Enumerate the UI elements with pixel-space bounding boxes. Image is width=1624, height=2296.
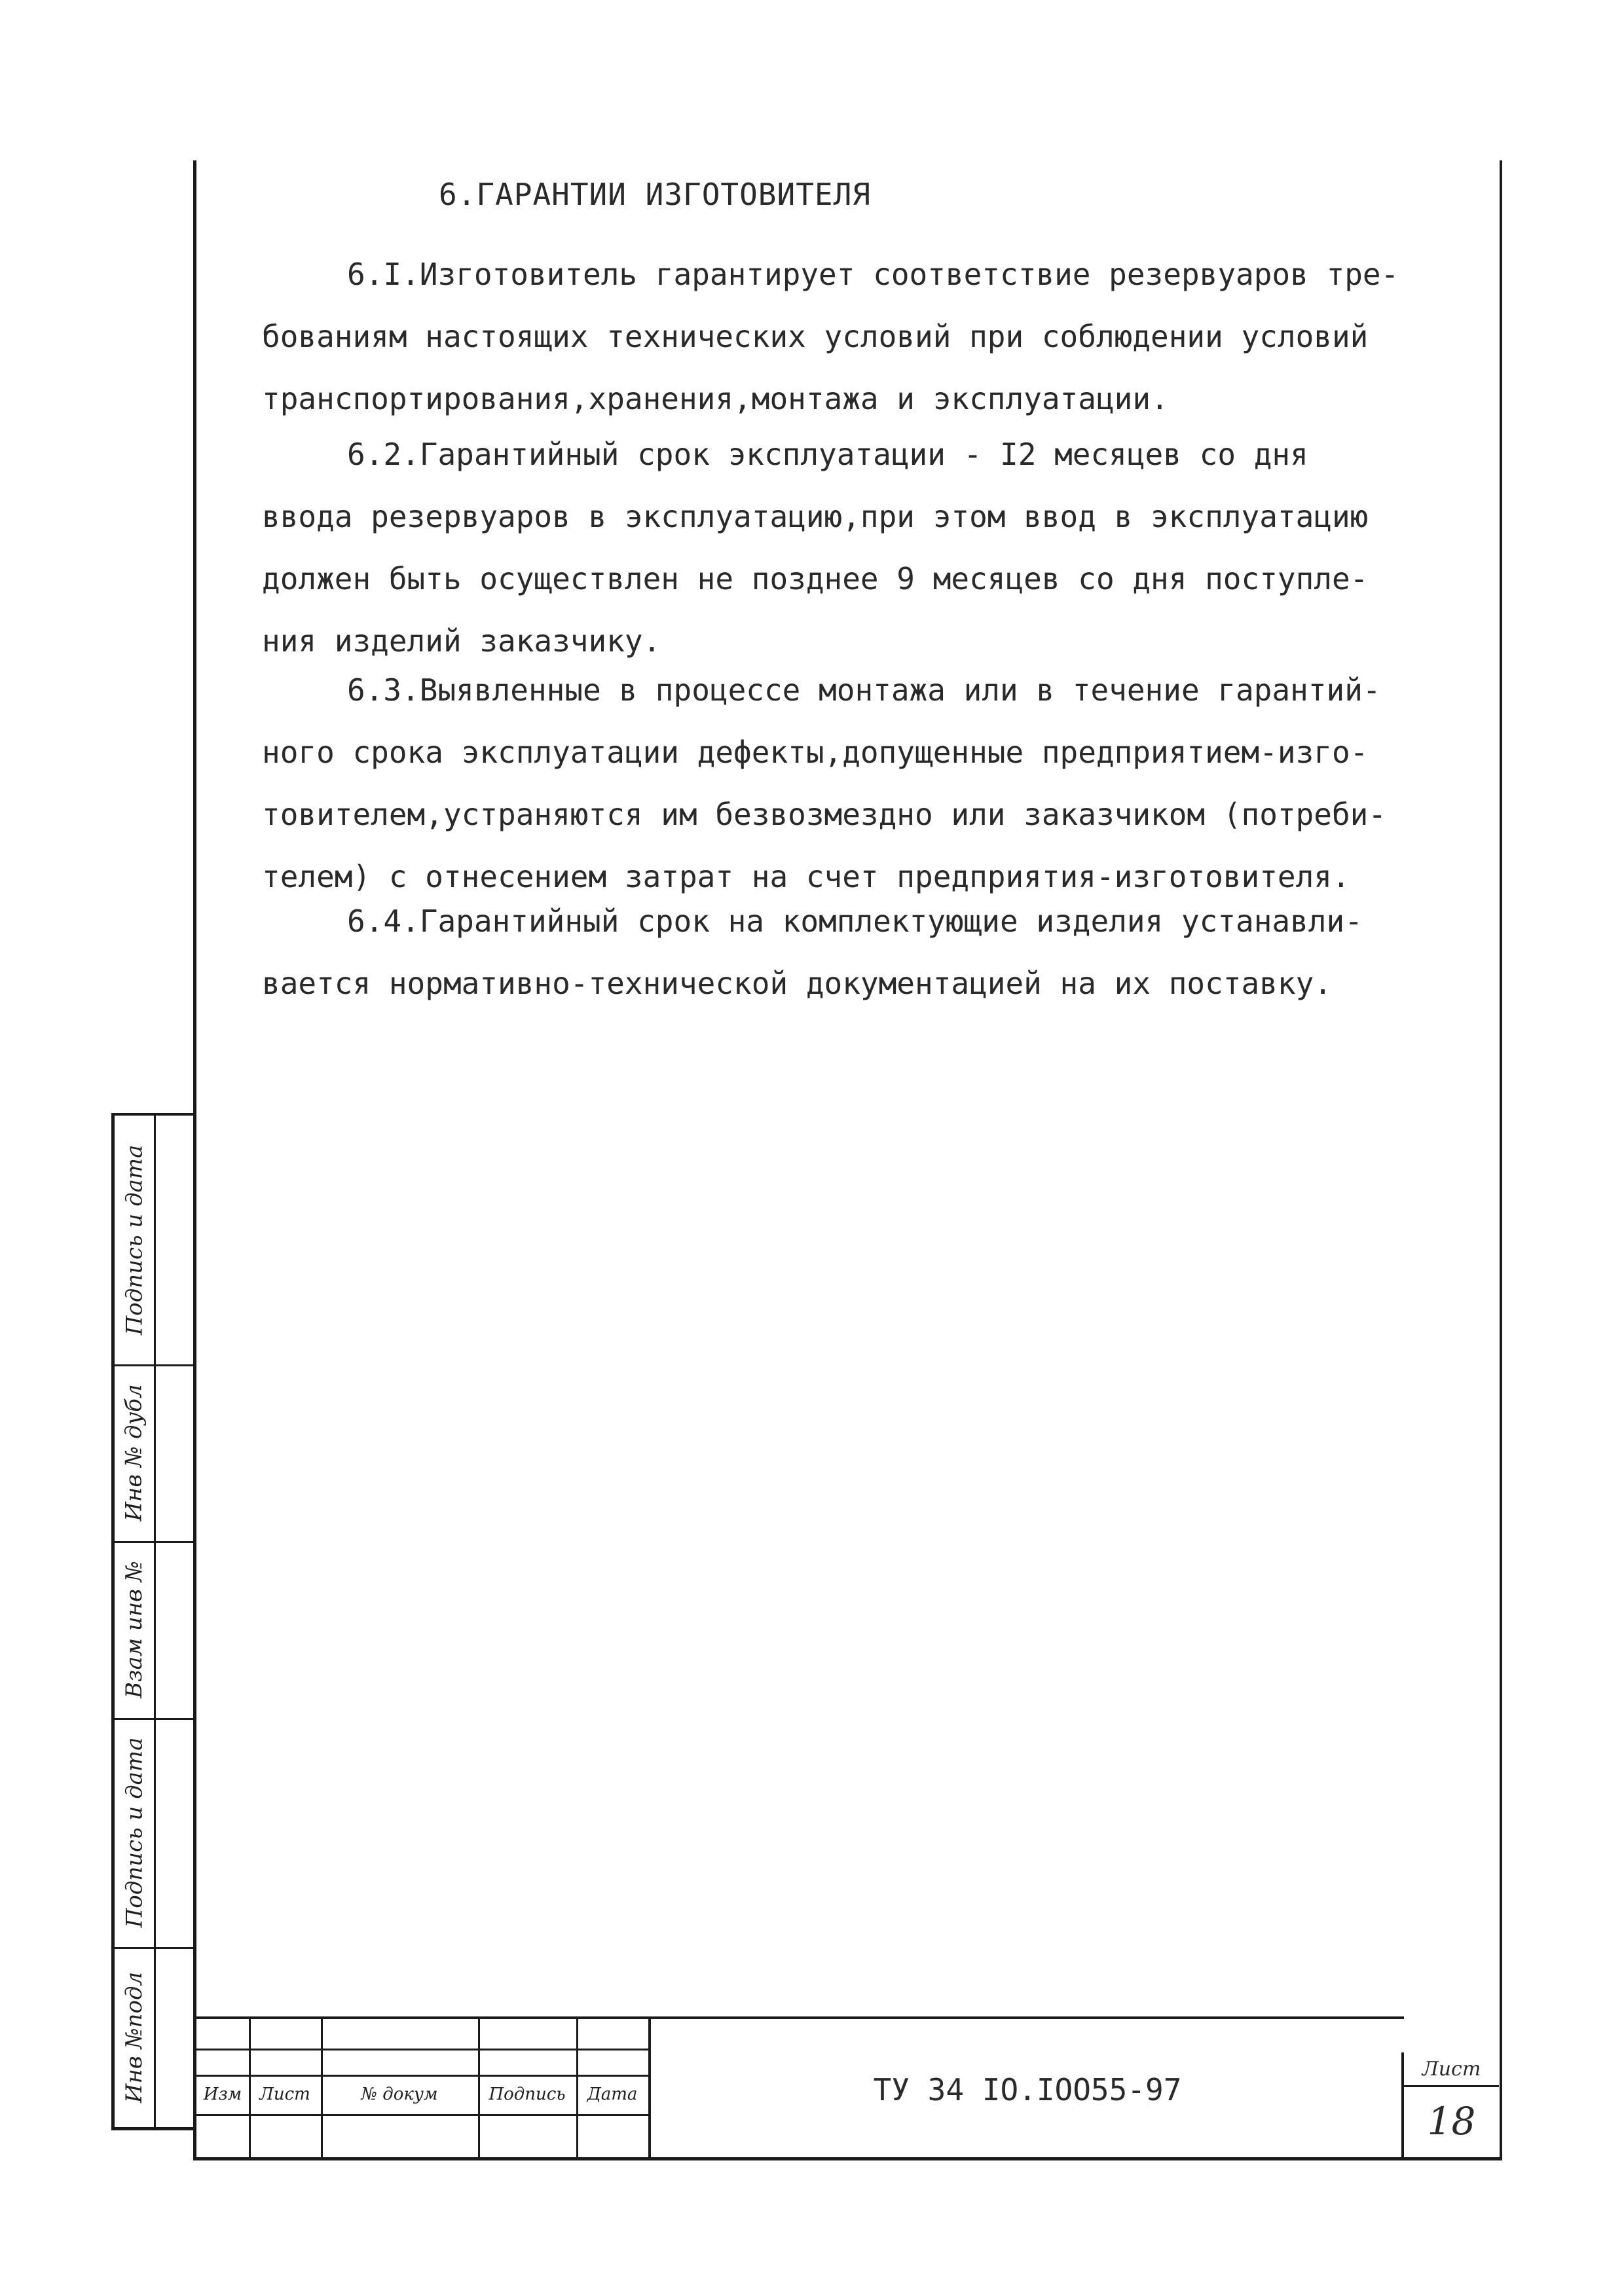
text-line: ния изделий заказчику. (262, 623, 661, 659)
paragraph-6-2 (262, 424, 1414, 672)
paragraph-6-1 (262, 244, 1414, 430)
title-block (196, 2016, 1496, 2157)
paragraph-6-4 (262, 890, 1414, 1015)
text-line: 6.3.Выявленные в процессе монтажа или в течение гарантий- (347, 672, 1381, 708)
text-line: ввода резервуаров в эксплуатацию,при этом ввод в эксплуатацию (262, 499, 1369, 534)
text-line: 6.I.Изготовитель гарантирует соответствие резервуаров тре- (347, 257, 1399, 292)
col-list: Лист (259, 2085, 310, 2104)
col-dokum: № докум (361, 2085, 438, 2104)
sheet-box (1401, 2052, 1499, 2157)
sheet-number: 18 (1427, 2099, 1476, 2143)
side-label-vzam-inv: Взам инв № (121, 1561, 147, 1698)
text-line: должен быть осуществлен не позднее 9 месяцев со дня поступле- (262, 561, 1369, 596)
sheet-label: Лист (1404, 2052, 1499, 2087)
col-data: Дата (587, 2085, 638, 2104)
col-podpis: Подпись (489, 2085, 566, 2104)
text-line: товителем,устраняются им безвозмездно или заказчиком (потреби- (262, 797, 1387, 832)
side-label-inv-dubl: Инв № дубл (121, 1384, 148, 1522)
text-line: транспортирования,хранения,монтажа и эксплуатации. (262, 381, 1169, 416)
text-line: вается нормативно-технической документацией на их поставку. (262, 966, 1332, 1001)
text-line: 6.2.Гарантийный срок эксплуатации - I2 месяцев со дня (347, 437, 1308, 472)
side-label-inv-podl: Инв №подл (121, 1971, 148, 2103)
paragraph-6-3 (262, 659, 1414, 908)
text-line: бованиям настоящих технических условий при соблюдении условий (262, 319, 1369, 354)
col-izm: Изм (203, 2085, 242, 2104)
side-stamp (111, 1113, 196, 2130)
side-label-signature-date-top: Подпись и дата (121, 1144, 148, 1336)
section-title: 6.ГАРАНТИИ ИЗГОТОВИТЕЛЯ (439, 177, 871, 212)
text-line: 6.4.Гарантийный срок на комплектующие изделия устанавли- (347, 903, 1363, 939)
text-line: телем) с отнесением затрат на счет предприятия-изготовителя. (262, 859, 1350, 894)
document-code: ТУ 34 IO.IOO55-97 (648, 2016, 1404, 2160)
text-line: ного срока эксплуатации дефекты,допущенные предприятием-изго- (262, 735, 1369, 770)
side-label-signature-date: Подпись и дата (121, 1737, 148, 1928)
